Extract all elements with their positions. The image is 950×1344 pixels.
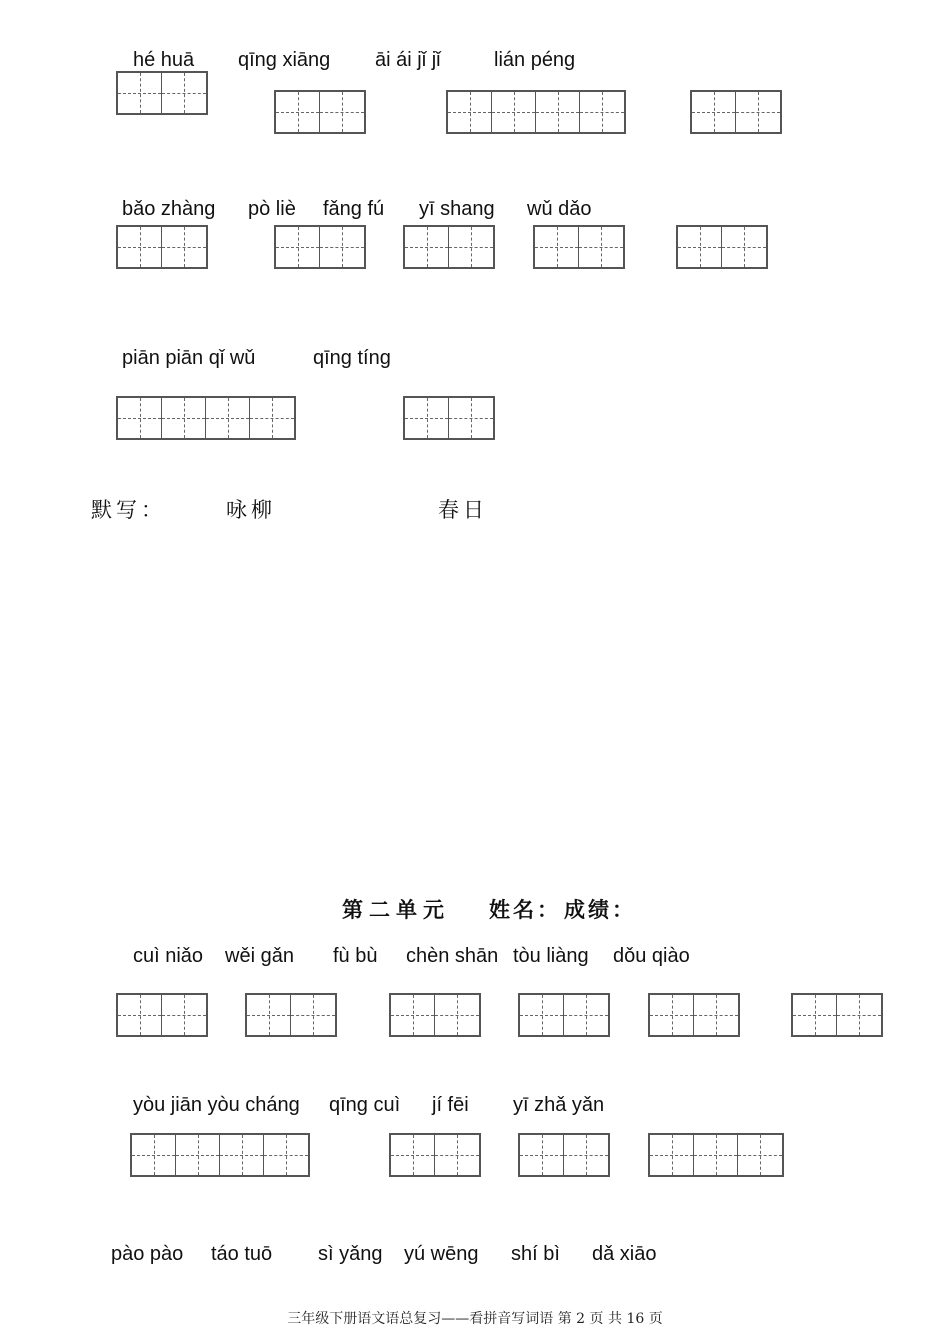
pinyin-po-lie: pò liè [248,198,296,220]
pinyin-tao-tuo: táo tuō [211,1243,273,1265]
dictation-label: 默写： [91,498,166,522]
poem-title-chun-ri: 春日 [438,498,488,522]
grid-cell[interactable] [694,1135,738,1175]
grid-cell[interactable] [391,1135,435,1175]
grid-cell[interactable] [564,995,608,1035]
grid-cell[interactable] [564,1135,608,1175]
grid-cell[interactable] [449,227,493,267]
grid-cell[interactable] [162,73,206,113]
pinyin-pao-pao: pào pào [111,1243,184,1265]
pinyin-wu-dao: wǔ dǎo [527,198,592,220]
pinyin-da-xiao: dǎ xiāo [592,1243,657,1265]
grid-cell[interactable] [206,398,250,438]
grid-cell[interactable] [580,92,624,132]
pinyin-chen-shan: chèn shān [406,945,499,967]
pinyin-you-jian-you-chang: yòu jiān yòu cháng [133,1094,300,1116]
name-label: 姓名： [489,898,561,922]
writing-grid[interactable] [116,396,296,440]
grid-cell[interactable] [247,995,291,1035]
score-label: 成绩： [564,898,636,922]
grid-cell[interactable] [405,227,449,267]
poem-title-yong-liu: 咏柳 [226,498,276,522]
writing-grid[interactable] [403,225,495,269]
grid-cell[interactable] [535,227,579,267]
grid-cell[interactable] [405,398,449,438]
writing-grid[interactable] [791,993,883,1037]
pinyin-dou-qiao: dǒu qiào [613,945,690,967]
writing-grid[interactable] [274,225,366,269]
grid-cell[interactable] [176,1135,220,1175]
grid-cell[interactable] [692,92,736,132]
grid-cell[interactable] [291,995,335,1035]
grid-cell[interactable] [520,1135,564,1175]
writing-grid[interactable] [676,225,768,269]
writing-grid[interactable] [518,1133,610,1177]
grid-cell[interactable] [320,92,364,132]
writing-grid[interactable] [389,993,481,1037]
grid-cell[interactable] [118,995,162,1035]
grid-cell[interactable] [449,398,493,438]
grid-cell[interactable] [793,995,837,1035]
pinyin-qing-ting: qīng tíng [313,347,391,369]
writing-grid[interactable] [446,90,626,134]
page-footer: 三年级下册语文语总复习——看拼音写词语 第 2 页 共 16 页 [287,1311,663,1327]
writing-grid[interactable] [116,71,208,115]
writing-grid[interactable] [648,1133,784,1177]
grid-cell[interactable] [264,1135,308,1175]
writing-grid[interactable] [403,396,495,440]
writing-grid[interactable] [116,993,208,1037]
grid-cell[interactable] [162,995,206,1035]
pinyin-bao-zhang: bǎo zhàng [122,198,216,220]
pinyin-fang-fu: fǎng fú [323,198,385,220]
writing-grid[interactable] [116,225,208,269]
grid-cell[interactable] [579,227,623,267]
pinyin-qing-cui: qīng cuì [329,1094,401,1116]
grid-cell[interactable] [250,398,294,438]
grid-cell[interactable] [492,92,536,132]
writing-grid[interactable] [518,993,610,1037]
grid-cell[interactable] [678,227,722,267]
pinyin-ai-ai-ji-ji: āi ái jǐ jǐ [375,49,441,71]
grid-cell[interactable] [118,398,162,438]
grid-cell[interactable] [650,995,694,1035]
grid-cell[interactable] [320,227,364,267]
grid-cell[interactable] [435,1135,479,1175]
grid-cell[interactable] [694,995,738,1035]
grid-cell[interactable] [435,995,479,1035]
grid-cell[interactable] [650,1135,694,1175]
pinyin-lian-peng: lián péng [494,49,576,71]
pinyin-pian-pian-qi-wu: piān piān qǐ wǔ [122,347,256,369]
grid-cell[interactable] [448,92,492,132]
grid-cell[interactable] [276,227,320,267]
writing-grid[interactable] [533,225,625,269]
pinyin-yi-shang: yī shang [419,198,495,220]
grid-cell[interactable] [520,995,564,1035]
grid-cell[interactable] [738,1135,782,1175]
pinyin-cui-niao: cuì niǎo [133,945,204,967]
grid-cell[interactable] [736,92,780,132]
grid-cell[interactable] [220,1135,264,1175]
writing-grid[interactable] [389,1133,481,1177]
grid-cell[interactable] [391,995,435,1035]
grid-cell[interactable] [132,1135,176,1175]
grid-cell[interactable] [118,73,162,113]
pinyin-qing-xiang: qīng xiāng [238,49,331,71]
writing-grid[interactable] [690,90,782,134]
pinyin-he-hua: hé huā [133,49,195,71]
pinyin-ji-fei: jí fēi [432,1094,469,1116]
pinyin-fu-bu: fù bù [333,945,378,967]
writing-grid[interactable] [130,1133,310,1177]
grid-cell[interactable] [536,92,580,132]
unit-heading: 第二单元 [342,898,450,922]
writing-grid[interactable] [245,993,337,1037]
grid-cell[interactable] [276,92,320,132]
grid-cell[interactable] [162,398,206,438]
grid-cell[interactable] [837,995,881,1035]
grid-cell[interactable] [118,227,162,267]
pinyin-shi-bi: shí bì [511,1243,560,1265]
writing-grid[interactable] [274,90,366,134]
grid-cell[interactable] [722,227,766,267]
writing-grid[interactable] [648,993,740,1037]
grid-cell[interactable] [162,227,206,267]
pinyin-yu-weng: yú wēng [404,1243,479,1265]
pinyin-yi-zha-yan: yī zhǎ yǎn [513,1094,605,1116]
pinyin-si-yang: sì yǎng [318,1243,383,1265]
pinyin-wei-gan: wěi gǎn [225,945,294,967]
pinyin-tou-liang: tòu liàng [513,945,589,967]
